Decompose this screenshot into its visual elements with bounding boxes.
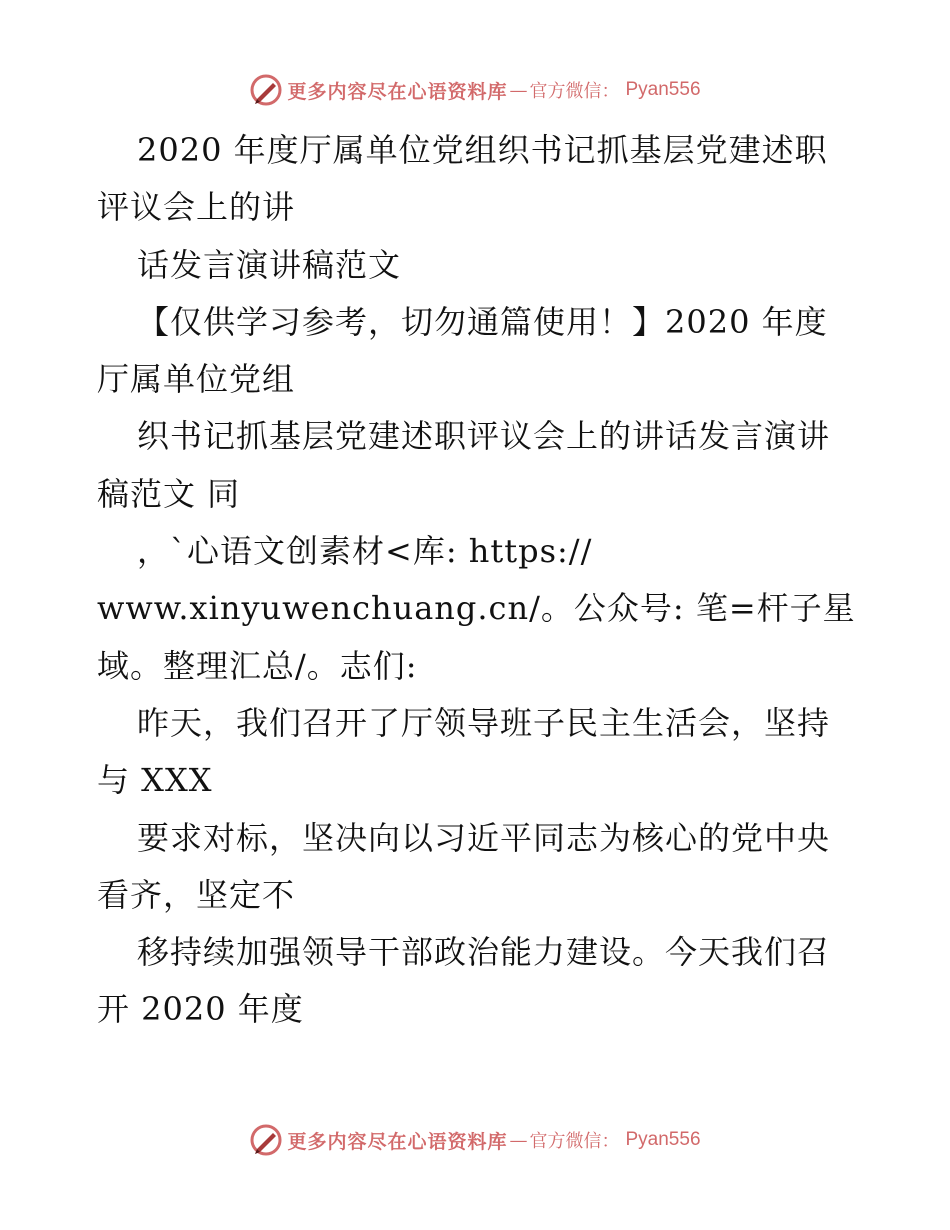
brand-text: 更多内容尽在心语资料库 — [287, 80, 508, 103]
wechat-label: 官方微信： — [529, 81, 620, 102]
text-line: 【仅供学习参考，切勿通篇使用！】2020 年度 — [137, 302, 828, 341]
text-line: 要求对标，坚决向以习近平同志为核心的党中央 — [137, 818, 831, 857]
dash-separator: — — [509, 1129, 528, 1151]
pen-logo-icon — [249, 73, 283, 107]
text-line: 评议会上的讲 — [97, 188, 296, 227]
text-line: 看齐，坚定不 — [97, 875, 296, 914]
text-line: 稿范文 同 — [97, 474, 241, 513]
footer-banner — [0, 1120, 950, 1160]
text-line: 移持续加强领导干部政治能力建设。今天我们召 — [137, 933, 831, 972]
text-line: ，`心语文创素材<库: https:// — [137, 532, 593, 571]
brand-text: 更多内容尽在心语资料库 — [287, 1130, 508, 1153]
dash-separator: — — [509, 79, 528, 101]
wechat-id: Pyan556 — [625, 79, 701, 100]
document-body — [97, 122, 867, 1039]
text-line: 织书记抓基层党建述职评议会上的讲话发言演讲 — [137, 417, 831, 456]
header-banner — [0, 70, 950, 110]
text-line: 厅属单位党组 — [97, 360, 296, 399]
text-line: 与 XXX — [97, 761, 213, 800]
wechat-label: 官方微信： — [529, 1131, 620, 1152]
text-line: 域。整理汇总/。志们: — [97, 646, 418, 685]
text-line: 开 2020 年度 — [97, 990, 304, 1029]
wechat-id: Pyan556 — [625, 1129, 701, 1150]
text-line: 话发言演讲稿范文 — [137, 245, 402, 284]
text-line: 2020 年度厅属单位党组织书记抓基层党建述职 — [137, 131, 828, 169]
text-line: www.xinyuwenchuang.cn/。公众号: 笔=杆子星 — [97, 589, 856, 628]
pen-logo-icon — [249, 1123, 283, 1157]
text-line: 昨天，我们召开了厅领导班子民主生活会，坚持 — [137, 703, 831, 742]
